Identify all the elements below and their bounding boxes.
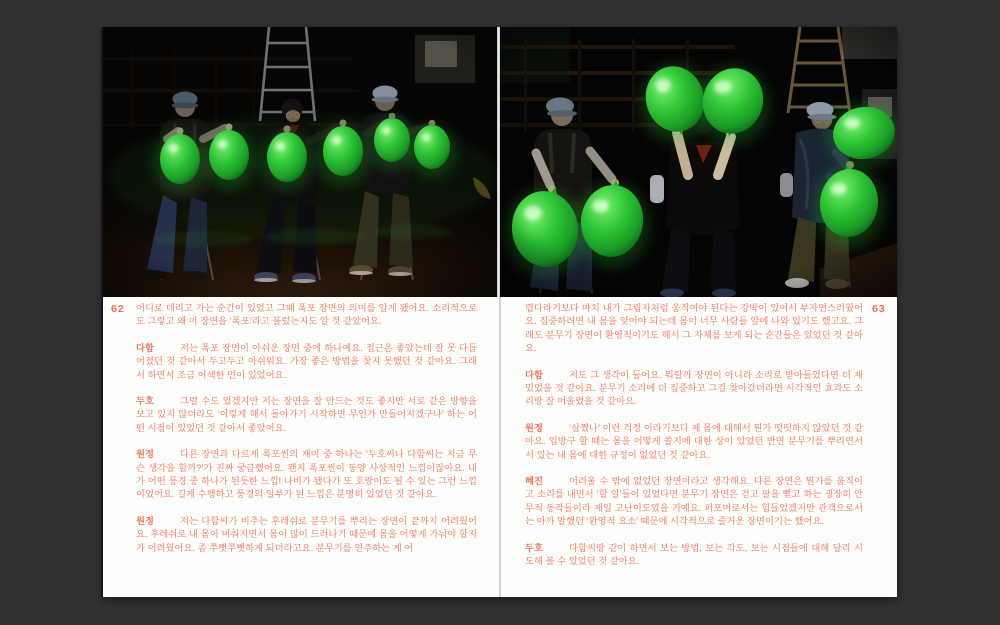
dialogue-paragraph bbox=[525, 542, 863, 569]
book-spread bbox=[103, 27, 897, 597]
dialogue-text: 어디로 데리고 가는 순간이 있었고 그때 폭포 장면의 의미를 알게 됐어요. 소리적으로도 그렇고 왜 이 장면을 ‘폭포’라고 불렀는지도 알 것 같았어요. bbox=[136, 303, 477, 327]
dialogue-text: 저는 폭포 장면이 아쉬운 장면 중에 하나예요. 접근은 좋았는데 잘 못 다듬어졌던 것 같아서 두고두고 아쉬워요. 가장 좋은 방법을 찾지 못했던 것 같아요. 그래서 하면서 조금 어색한 면이 있었어요. bbox=[136, 342, 477, 380]
speaker-name: 두호 bbox=[136, 396, 154, 407]
speaker-name: 다함 bbox=[525, 369, 543, 380]
text-column-right bbox=[525, 302, 863, 569]
interview-text-area bbox=[103, 297, 897, 597]
dialogue-text: 다른 장면과 다르게 폭포씬의 재미 중 하나는 ‘두호씨나 다함씨는 지금 무슨 생각을 할까?’가 진짜 궁금했어요. 왠지 폭포씬이 동양 사상적인 느낌이잖아요. 내가 어떤 풍경 중 하나가 된듯한 느낌! 나비가 됐다가 또 호랑이도 될 수 있는 그런 느낌이었어요. 길게 수행하고 풍경의 일부가 된 느낌은 분명히 있었던 것 같아요. bbox=[136, 449, 477, 500]
dialogue-text: 다함씨랑 같이 하면서 보는 방법, 보는 각도, 보는 시점들에 대해 달리 시도해 볼 수 있었던 것 같아요. bbox=[525, 542, 863, 567]
photo-right-balloon-inflating bbox=[500, 27, 897, 297]
dialogue-paragraph bbox=[136, 395, 477, 435]
dialogue-text: ‘살쪘나’ 이런 걱정 이라기보다 제 몸에 대해서 뭔가 떳떳하지 않았던 것 같아요. 입방구 할 때는 몸을 어떻게 쓸지에 대한 상이 있었던 반면 분무기를 뿌리면서 서 있는 내 몸에 대한 규정이 없었던 것 같아요. bbox=[525, 422, 863, 460]
dialogue-paragraph bbox=[525, 369, 863, 409]
speaker-name: 혜진 bbox=[525, 476, 543, 487]
photo-left-balloon-row bbox=[103, 27, 497, 297]
dialogue-paragraph bbox=[525, 475, 863, 529]
speaker-name: 원정 bbox=[136, 449, 154, 460]
text-column-left bbox=[136, 302, 477, 555]
speaker-name: 원정 bbox=[136, 515, 154, 526]
dialogue-text: 저는 다함씨가 비추는 후레쉬로 분무기를 뿌리는 장면이 끝까지 어려웠어요. 후레쉬로 내 몸이 비춰지면서 몸이 많이 드러나기 때문에 몸을 어떻게 가눠야 할지가 어려웠어요. 좀 쭈뼛쭈뼛하게 되더라고요. 분무기를 연주하는 게 어 bbox=[136, 515, 477, 553]
speaker-name: 원정 bbox=[525, 422, 543, 433]
page-number-right: 63 bbox=[872, 303, 886, 315]
speaker-name: 다함 bbox=[136, 342, 154, 353]
photo-row bbox=[103, 27, 897, 297]
dialogue-text: 어려울 수 밖에 없었던 장면이라고 생각해요. 다른 장면은 뭔가를 움직이고 소리를 내면서 ‘할 일’들이 있었다면 분무기 장면은 걷고 팔을 뻗고 하는 굉장히 안무적 동작들이라 제일 고난이도였을 거예요. 퍼포머로서는 힘들었겠지만 관객으로서는 아까 말했던 ‘환영적 요소’ 때문에 시각적으로 즐거운 장면이기는 했어요. bbox=[525, 476, 863, 527]
dialogue-paragraph bbox=[525, 302, 863, 356]
page-number-left: 62 bbox=[111, 303, 125, 315]
dialogue-paragraph bbox=[136, 302, 477, 329]
dialogue-text: 렵다라기보다 마치 내가 그림자처럼 움직여야 된다는 강박이 있어서 부자연스러웠어요. 집중하려면 내 몸을 잊어야 되는데 몸이 너무 사람들 앞에 나와 있기도 했고요. 그래도 분무기 장면이 환영적이기도 해서 그 자체를 보게 되는 순간들은 있었던 것 같아요. bbox=[525, 303, 863, 354]
dialogue-paragraph bbox=[136, 342, 477, 382]
dialogue-text: 그럴 수도 있겠지만 저는 장면을 잘 만드는 것도 좋지만 서로 같은 방향을 보고 있지 않더라도 ‘이렇게 해서 돌아가기 시작하면 무언가 만들어지겠구나’ 하는 어떤 시점이 있었던 것 같아서 좋았어요. bbox=[136, 396, 477, 433]
dialogue-text: 저도 그 생각이 들어요. 뭐랄까 장면이 아니라 소리로 받아들였다면 더 재밌었을 것 같아요. 분무기 소리에 더 집중하고 그걸 찾아갔더라면 시각적인 효과도 소리랑 잘 어울렸을 것 같아요. bbox=[525, 369, 863, 407]
speaker-name: 두호 bbox=[525, 542, 543, 553]
dialogue-paragraph bbox=[136, 448, 477, 502]
dialogue-paragraph bbox=[525, 422, 863, 462]
dialogue-paragraph bbox=[136, 515, 477, 555]
